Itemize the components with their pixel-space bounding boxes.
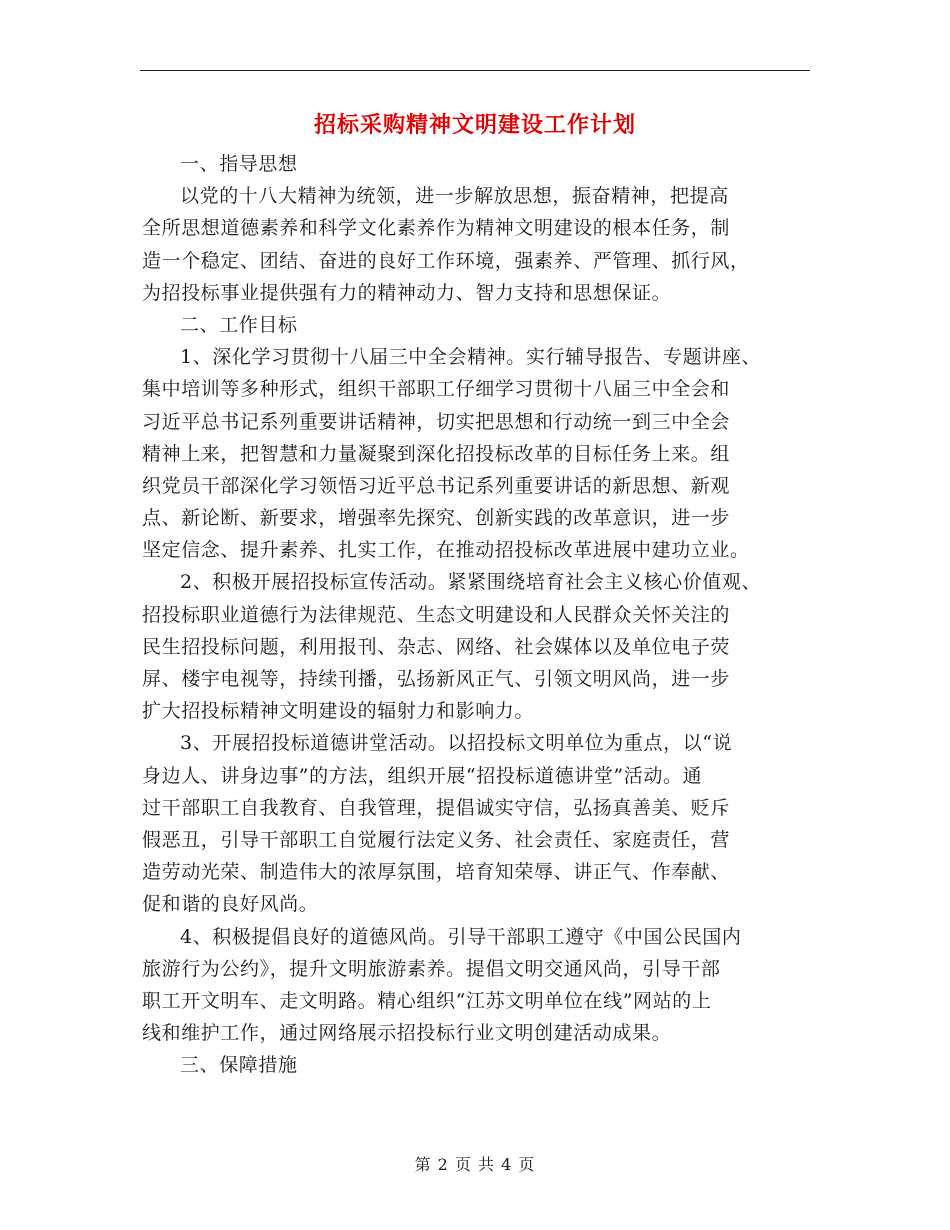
text-line: 二、工作目标 (180, 313, 298, 336)
text-line: 点、新论断、新要求，增强率先探究、创新实践的改革意识，进一步 (142, 507, 731, 530)
header-rule (140, 70, 810, 71)
text-line: 2、积极开展招投标宣传活动。紧紧围绕培育社会主义核心价值观、 (180, 571, 762, 594)
page-footer (0, 1152, 950, 1175)
text-line: 职工开文明车、走文明路。精心组织“江苏文明单位在线”网站的上 (142, 989, 712, 1012)
text-line: 造劳动光荣、制造伟大的浓厚氛围，培育知荣辱、讲正气、作奉献、 (142, 861, 731, 884)
text-line: 一、指导思想 (180, 153, 298, 175)
text-line: 集中培训等多种形式，组织干部职工仔细学习贯彻十八届三中全会和 (142, 378, 731, 401)
document-body (142, 148, 822, 1081)
page-number: 第 2 页 共 4 页 (414, 1155, 536, 1174)
text-line: 4、积极提倡良好的道德风尚。引导干部职工遵守《中国公民国内 (180, 925, 742, 948)
text-line: 1、深化学习贯彻十八届三中全会精神。实行辅导报告、专题讲座、 (180, 346, 762, 369)
text-line: 全所思想道德素养和科学文化素养作为精神文明建设的根本任务，制 (142, 217, 731, 240)
text-line: 习近平总书记系列重要讲话精神，切实把思想和行动统一到三中全会 (142, 410, 731, 433)
text-line: 织党员干部深化学习领悟习近平总书记系列重要讲话的新思想、新观 (142, 474, 731, 497)
text-line: 坚定信念、提升素养、扎实工作，在推动招投标改革进展中建功立业。 (142, 539, 750, 562)
text-line: 为招投标事业提供强有力的精神动力、智力支持和思想保证。 (142, 281, 672, 304)
text-line: 促和谐的良好风尚。 (142, 893, 319, 916)
text-line: 屏、楼宇电视等，持续刊播，弘扬新风正气、引领文明风尚，进一步 (142, 668, 731, 690)
text-line: 3、开展招投标道德讲堂活动。以招投标文明单位为重点，以“说 (180, 732, 733, 755)
text-line: 假恶丑，引导干部职工自觉履行法定义务、社会责任、家庭责任，营 (142, 828, 731, 851)
text-line: 身边人、讲身边事”的方法，组织开展“招投标道德讲堂”活动。通 (142, 764, 703, 787)
text-line: 造一个稳定、团结、奋进的良好工作环境，强素养、严管理、抓行风， (142, 249, 750, 272)
text-line: 精神上来，把智慧和力量凝聚到深化招投标改革的目标任务上来。组 (142, 442, 731, 465)
text-line: 三、保障措施 (180, 1054, 298, 1077)
text-line: 旅游行为公约》，提升文明旅游素养。提倡文明交通风尚，引导干部 (142, 957, 721, 980)
text-line: 招投标职业道德行为法律规范、生态文明建设和人民群众关怀关注的 (142, 603, 731, 626)
text-line: 过干部职工自我教育、自我管理，提倡诚实守信，弘扬真善美、贬斥 (142, 796, 731, 819)
text-line: 线和维护工作，通过网络展示招投标行业文明创建活动成果。 (142, 1022, 672, 1045)
text-line: 扩大招投标精神文明建设的辐射力和影响力。 (142, 700, 535, 723)
document-title: 招标采购精神文明建设工作计划 (313, 112, 636, 138)
text-line: 以党的十八大精神为统领，进一步解放思想，振奋精神，把提高 (180, 185, 729, 208)
text-line: 民生招投标问题，利用报刊、杂志、网络、社会媒体以及单位电子荧 (142, 635, 731, 658)
